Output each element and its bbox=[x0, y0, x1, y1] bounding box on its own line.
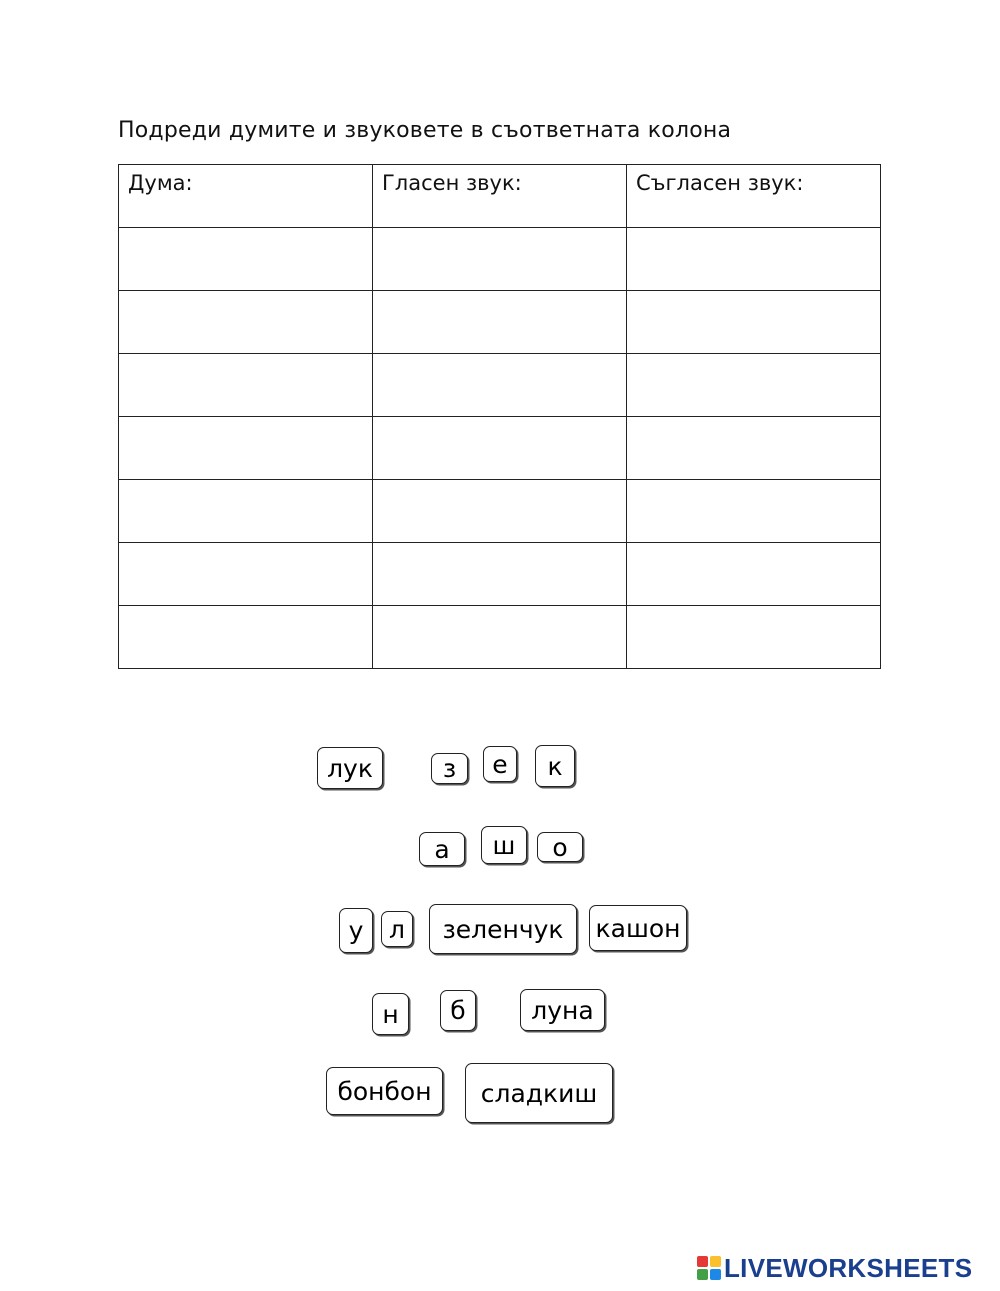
drop-cell-vowel[interactable] bbox=[373, 291, 627, 354]
drop-cell-word[interactable] bbox=[119, 606, 373, 669]
logo-square-icon bbox=[710, 1256, 721, 1267]
drop-cell-vowel[interactable] bbox=[373, 480, 627, 543]
logo-square-icon bbox=[710, 1269, 721, 1280]
logo-square-icon bbox=[697, 1269, 708, 1280]
drop-cell-consonant[interactable] bbox=[627, 417, 881, 480]
drop-cell-vowel[interactable] bbox=[373, 354, 627, 417]
table-row bbox=[119, 291, 881, 354]
table-row bbox=[119, 417, 881, 480]
drag-chip-kashon[interactable]: кашон bbox=[589, 905, 687, 951]
instruction-text: Подреди думите и звуковете в съответната колона bbox=[118, 118, 732, 143]
drag-chip-z[interactable]: з bbox=[431, 753, 468, 784]
drop-cell-word[interactable] bbox=[119, 543, 373, 606]
drop-cell-consonant[interactable] bbox=[627, 480, 881, 543]
drag-chip-u[interactable]: у bbox=[339, 908, 373, 953]
drop-cell-consonant[interactable] bbox=[627, 543, 881, 606]
drag-chip-n[interactable]: н bbox=[372, 993, 409, 1035]
table-row bbox=[119, 228, 881, 291]
drop-cell-word[interactable] bbox=[119, 417, 373, 480]
header-vowel: Гласен звук: bbox=[373, 165, 627, 228]
drag-chip-luk[interactable]: лук bbox=[317, 747, 383, 789]
header-word: Дума: bbox=[119, 165, 373, 228]
answer-table bbox=[118, 164, 881, 669]
drop-cell-word[interactable] bbox=[119, 291, 373, 354]
drag-chip-bonbon[interactable]: бонбон bbox=[326, 1067, 443, 1115]
drop-cell-vowel[interactable] bbox=[373, 543, 627, 606]
brand-name: LIVEWORKSHEETS bbox=[724, 1253, 973, 1283]
table-row bbox=[119, 606, 881, 669]
drag-chip-b[interactable]: б bbox=[440, 990, 476, 1031]
table-row bbox=[119, 480, 881, 543]
table-row bbox=[119, 354, 881, 417]
liveworksheets-logo bbox=[697, 1254, 972, 1282]
drag-chip-sladkish[interactable]: сладкиш bbox=[465, 1063, 613, 1123]
drop-cell-word[interactable] bbox=[119, 354, 373, 417]
table-header-row bbox=[119, 165, 881, 228]
logo-mark-icon bbox=[697, 1256, 721, 1280]
drop-cell-vowel[interactable] bbox=[373, 228, 627, 291]
drag-chip-a[interactable]: а bbox=[419, 832, 465, 866]
drag-chip-sh[interactable]: ш bbox=[481, 826, 527, 864]
drop-cell-vowel[interactable] bbox=[373, 417, 627, 480]
drop-cell-consonant[interactable] bbox=[627, 291, 881, 354]
drop-cell-consonant[interactable] bbox=[627, 228, 881, 291]
drag-chip-k[interactable]: к bbox=[535, 745, 575, 787]
drop-cell-word[interactable] bbox=[119, 480, 373, 543]
drop-cell-consonant[interactable] bbox=[627, 606, 881, 669]
table-row bbox=[119, 543, 881, 606]
drop-cell-vowel[interactable] bbox=[373, 606, 627, 669]
drag-chip-o[interactable]: о bbox=[537, 832, 583, 862]
drag-chip-zelenchuk[interactable]: зеленчук bbox=[429, 904, 577, 954]
drag-chip-luna[interactable]: луна bbox=[520, 989, 605, 1031]
header-consonant: Съгласен звук: bbox=[627, 165, 881, 228]
drag-chip-l[interactable]: л bbox=[381, 911, 413, 947]
logo-square-icon bbox=[697, 1256, 708, 1267]
drop-cell-word[interactable] bbox=[119, 228, 373, 291]
drag-chip-e[interactable]: е bbox=[483, 746, 517, 782]
drop-cell-consonant[interactable] bbox=[627, 354, 881, 417]
